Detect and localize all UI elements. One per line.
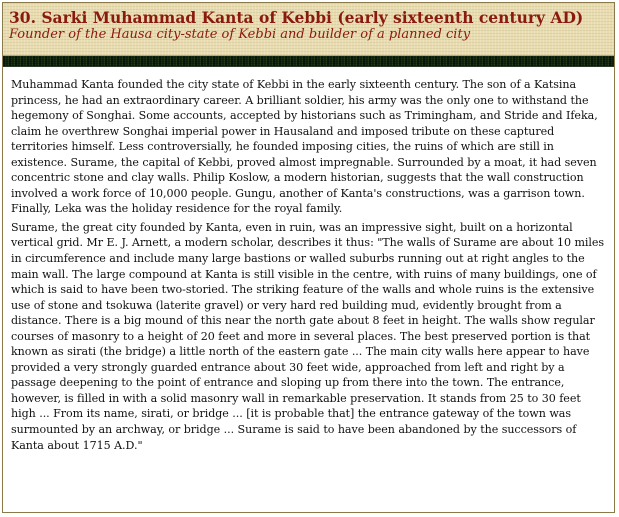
body-paragraph-2: Surame, the great city founded by Kanta, even in ruin, was an impressive sight, built on a horizontal vertical grid. Mr E. J. Arnett, a modern scholar, describes it thus: "The walls of Surame are about 10 miles in circumference and include many large bastions or walled suburbs running out at right angles to the main wall. The large compound at Kanta is still visible in the centre, with ruins of many buildings, one of which is said to have been two-storied. The striking feature of the walls and whole ruins is the extensive use of stone and tsokuwa (laterite gravel) or very hard red building mud, evidently brought from a distance. There is a big mound of this near the north gate about 8 feet in height. The walls show regular courses of masonry to a height of 20 feet and more in several places. The best preserved portion is that known as sirati (the bridge) a little north of the eastern gate ... The main city walls here appear to have provided a very strongly guarded entrance about 30 feet wide, approached from left and right by a passage deepening to the point of entrance and sloping up from there into the town. The entrance, however, is filled in with a solid masonry wall in remarkable preservation. It stands from 25 to 30 feet high ... From its name, sirati, or bridge ... [it is probable that] the entrance gateway of the town was surmounted by an archway, or bridge ... Surame is said to have been abandoned by the successors of Kanta about 1715 A.D." (11, 220, 605, 452)
article-title: 30. Sarki Muhammad Kanta of Kebbi (early sixteenth century AD) (9, 8, 584, 27)
article-panel (2, 2, 615, 513)
article-header (3, 3, 614, 56)
body-paragraph-1: Muhammad Kanta founded the city state of Kebbi in the early sixteenth century. The son of a Katsina princess, he had an extraordinary career. A brilliant soldier, his army was the only one to withstand the hegemony of Songhai. Some accounts, accepted by historians such as Trimingham, and Stride and Ifeka, claim he overthrew Songhai imperial power in Hausaland and imposed tribute on these captured territories himself. Less controversially, he founded imposing cities, the ruins of which are still in existence. Surame, the capital of Kebbi, proved almost impregnable. Surrounded by a moat, it had seven concentric stone and clay walls. Philip Koslow, a modern historian, suggests that the wall construction involved a work force of 10,000 people. Gungu, another of Kanta's constructions, was a garrison town. Finally, Leka was the holiday residence for the royal family. (11, 78, 598, 216)
decorative-band (3, 56, 614, 67)
article-body (3, 67, 614, 453)
article-subtitle: Founder of the Hausa city-state of Kebbi and builder of a planned city (9, 27, 471, 42)
